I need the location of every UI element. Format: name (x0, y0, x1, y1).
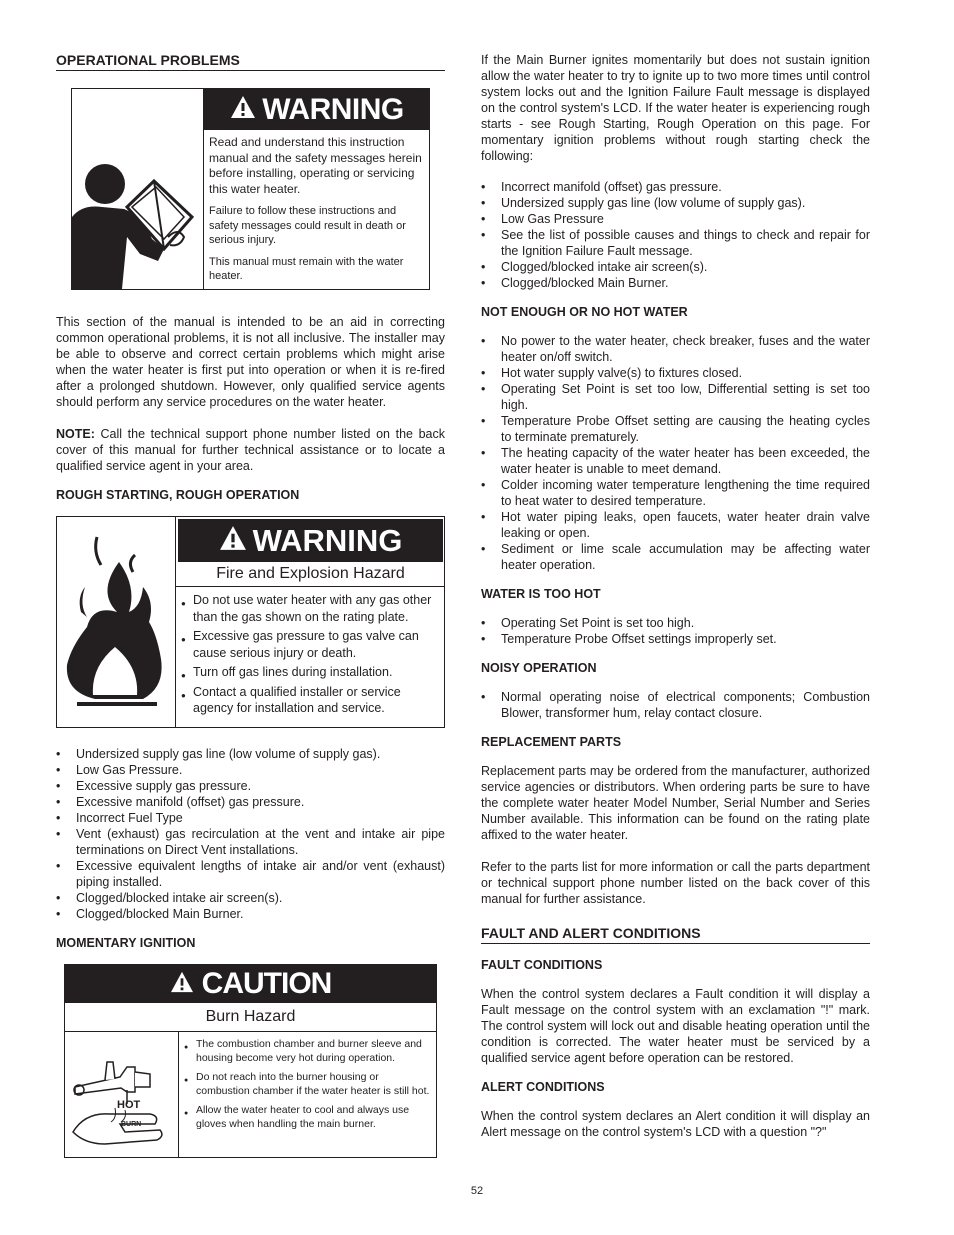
warning-text-failure: Failure to follow these instructions and safety messages could result in death or serious injury. (209, 205, 406, 246)
alert-conditions-title: ALERT CONDITIONS (481, 1080, 605, 1094)
warning-box-manual (71, 88, 430, 290)
warning-banner-text: WARNING (252, 522, 403, 558)
list-item: • Clogged/blocked Main Burner. (56, 906, 445, 922)
list-item: • Hot water piping leaks, open faucets, water heater drain valve leaking or open. (481, 509, 870, 541)
list-item: ● The combustion chamber and burner sleeve and housing become very hot during operation. (184, 1038, 433, 1065)
fire-hazard-title: Fire and Explosion Hazard (176, 562, 445, 587)
replacement-parts-title: REPLACEMENT PARTS (481, 735, 622, 749)
list-item: • Normal operating noise of electrical components; Combustion Blower, transformer hum, relay contact closure. (481, 689, 870, 721)
list-item: • Colder incoming water temperature lengthening the time required to heat water to desired temperature. (481, 477, 870, 509)
list-item: • No power to the water heater, check breaker, fuses and the water heater on/off switch. (481, 333, 870, 365)
list-item: • Temperature Probe Offset setting are causing the heating cycles to terminate prematurely. (481, 413, 870, 445)
list-item: • Excessive supply gas pressure. (56, 778, 445, 794)
hot-label: HOT (117, 1099, 141, 1111)
burn-hazard-title: Burn Hazard (65, 1003, 436, 1032)
list-item: • Sediment or lime scale accumulation may be affecting water heater operation. (481, 541, 870, 573)
hot-tap-burn-icon (65, 1032, 178, 1157)
noisy-operation-list (481, 689, 870, 721)
caution-box-burn (64, 964, 437, 1158)
fire-hazard-list (176, 587, 445, 717)
warning-banner-text: WARNING (262, 92, 404, 126)
list-item: • Excessive manifold (offset) gas pressure. (56, 794, 445, 810)
list-item: ● Excessive gas pressure to gas valve can cause serious injury or death. (181, 628, 441, 661)
list-item: • Excessive equivalent lengths of intake air and/or vent (exhaust) piping installed. (56, 858, 445, 890)
burn-label: BURN (121, 1121, 142, 1128)
list-item: • See the list of possible causes and things to check and repair for the Ignition Failure Fault message. (481, 227, 870, 259)
fault-conditions-title: FAULT CONDITIONS (481, 958, 603, 972)
list-item: • The heating capacity of the water heater has been exceeded, the water heater is unable to meet demand. (481, 445, 870, 477)
warning-triangle-icon (219, 523, 247, 559)
list-item: • Incorrect Fuel Type (56, 810, 445, 826)
intro-paragraph: This section of the manual is intended to be an aid in correcting common operational problems, it is not all inclusive. The installer may be able to observe and correct certain problems which might arise when the water heater is first put into operation or when it is re-fired after a prolonged shutdown. However, only qualified service agents should perform any service procedures on the water heater. (56, 315, 445, 409)
rough-starting-title: ROUGH STARTING, ROUGH OPERATION (56, 488, 300, 502)
burn-hazard-list (179, 1032, 437, 1131)
fault-conditions-paragraph: When the control system declares a Fault condition it will display a Fault message on the control system with an exclamation "!" mark. The control system will lock out and disable heating operation until the condition is corrected. The water heater must be serviced by a qualified service agent before operation can be restored. (481, 987, 870, 1065)
person-reading-manual-icon (72, 89, 203, 289)
list-item: • Low Gas Pressure (481, 211, 870, 227)
list-item: • Hot water supply valve(s) to fixtures closed. (481, 365, 870, 381)
list-item: • Low Gas Pressure. (56, 762, 445, 778)
water-too-hot-title: WATER IS TOO HOT (481, 587, 601, 601)
list-item: ● Contact a qualified installer or service agency for installation and service. (181, 684, 441, 717)
no-hot-water-title: NOT ENOUGH OR NO HOT WATER (481, 305, 688, 319)
list-item: • Operating Set Point is set too low, Differential setting is set too high. (481, 381, 870, 413)
right-column (481, 52, 870, 1140)
caution-banner-text: CAUTION (201, 967, 332, 1000)
list-item: ● Do not reach into the burner housing or combustion chamber if the water heater is still hot. (184, 1071, 433, 1098)
list-item: • Operating Set Point is set too high. (481, 615, 870, 631)
section-title-operational-problems: OPERATIONAL PROBLEMS (56, 52, 445, 71)
list-item: • Undersized supply gas line (low volume of supply gas). (56, 746, 445, 762)
list-item: • Vent (exhaust) gas recirculation at the vent and intake air pipe terminations on Direct Vent installations. (56, 826, 445, 858)
warning-box-fire (56, 516, 445, 728)
alert-conditions-paragraph: When the control system declares an Alert condition it will display an Alert message on the control system's LCD with a question "?" (481, 1109, 870, 1139)
no-hot-water-list (481, 333, 870, 573)
page-number: 52 (470, 1185, 484, 1197)
warning-side-panel (203, 89, 430, 289)
list-item: • Clogged/blocked intake air screen(s). (481, 259, 870, 275)
water-too-hot-list (481, 615, 870, 647)
parts-list-paragraph: Refer to the parts list for more information or call the parts department or technical support phone number listed on the back cover of this manual for further assistance. (481, 860, 870, 906)
ignition-intro-paragraph: If the Main Burner ignites momentarily but does not sustain ignition allow the water heater to try to ignite up to two more times until control system locks out and the Ignition Failure Fault message is displayed on the control system's LCD. If the water heater is experiencing rough starts - see Rough Starting, Rough Operation on this page. For momentary ignition problems without rough starting check the following: (481, 53, 870, 163)
note-paragraph (56, 426, 445, 474)
ignition-list (481, 179, 870, 291)
list-item: ● Do not use water heater with any gas other than the gas shown on the rating plate. (181, 592, 441, 625)
list-item: ● Turn off gas lines during installation. (181, 664, 441, 681)
left-column (56, 52, 445, 1158)
list-item: • Incorrect manifold (offset) gas pressure. (481, 179, 870, 195)
list-item: ● Allow the water heater to cool and always use gloves when handling the main burner. (184, 1104, 433, 1131)
list-item: • Temperature Probe Offset settings improperly set. (481, 631, 870, 647)
list-item: • Undersized supply gas line (low volume of supply gas). (481, 195, 870, 211)
warning-banner (204, 89, 430, 130)
warning-banner-fire (178, 519, 443, 562)
rough-starting-list (56, 746, 445, 922)
warning-text-remain: This manual must remain with the water heater. (209, 255, 404, 282)
burn-hazard-panel (178, 1032, 437, 1157)
warning-triangle-icon (230, 93, 256, 127)
fire-warning-panel (175, 517, 445, 727)
note-text: Call the technical support phone number listed on the back cover of this manual for further technical assistance or to locate a qualified service agent in your area. (56, 427, 445, 473)
warning-triangle-icon (170, 967, 194, 1001)
replacement-parts-paragraph: Replacement parts may be ordered from the manufacturer, authorized service agencies or distributors. When ordering parts be sure to have the complete water heater Model Number, Serial Number and Series Number available. This information can be found on the rating plate affixed to the water heater. (481, 764, 870, 842)
caution-banner (65, 965, 436, 1003)
note-label: NOTE: (56, 427, 95, 441)
momentary-ignition-title: MOMENTARY IGNITION (56, 936, 196, 950)
list-item: • Clogged/blocked intake air screen(s). (56, 890, 445, 906)
section-title-fault-alert: FAULT AND ALERT CONDITIONS (481, 925, 870, 944)
list-item: • Clogged/blocked Main Burner. (481, 275, 870, 291)
noisy-operation-title: NOISY OPERATION (481, 661, 597, 675)
warning-text-read: Read and understand this instruction manual and the safety messages herein before installing, operating or servicing this water heater. (209, 135, 422, 196)
flame-icon (57, 517, 175, 727)
